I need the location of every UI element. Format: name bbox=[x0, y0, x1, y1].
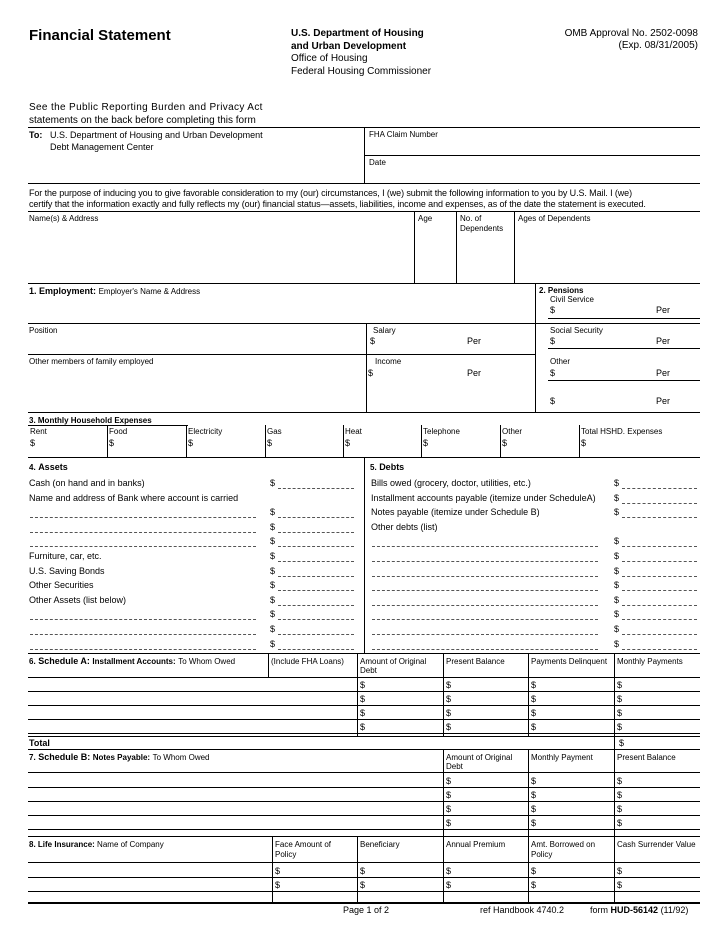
extra-per: Per bbox=[656, 396, 671, 406]
expense-other-label: Other bbox=[502, 427, 523, 436]
extra-dollar: $ bbox=[550, 396, 556, 406]
asset-blank-line[interactable] bbox=[30, 517, 256, 518]
income-per: Per bbox=[467, 368, 482, 378]
schedule-a-amount: Amount of Original bbox=[360, 657, 427, 666]
life-cell-dollar: $ bbox=[360, 880, 366, 890]
date-field[interactable] bbox=[365, 167, 699, 181]
expense-food-field[interactable] bbox=[117, 436, 182, 450]
asset-dollar: $ bbox=[270, 609, 276, 619]
debt-blank-line[interactable] bbox=[372, 619, 598, 620]
asset-amount-field[interactable] bbox=[278, 546, 354, 547]
agency-line-4: Federal Housing Commissioner bbox=[291, 66, 432, 77]
debt-blank-line[interactable] bbox=[372, 576, 598, 577]
schedule-b-cell-dollar: $ bbox=[531, 790, 537, 800]
debt-blank-line[interactable] bbox=[372, 546, 598, 547]
schedule-b-cell-dollar: $ bbox=[531, 804, 537, 814]
other-per: Per bbox=[656, 368, 671, 378]
schedule-a-cell-dollar: $ bbox=[360, 722, 366, 732]
omb-expiration: (Exp. 08/31/2005) bbox=[618, 40, 698, 51]
expense-total-dollar: $ bbox=[581, 438, 587, 448]
expense-rent-dollar: $ bbox=[30, 438, 36, 448]
asset-row-label: Cash (on hand and in banks) bbox=[29, 478, 145, 488]
asset-amount-field[interactable] bbox=[278, 517, 354, 518]
social-security-label: Social Security bbox=[550, 326, 603, 335]
footer-page: Page 1 of 2 bbox=[343, 905, 390, 915]
expense-electricity-dollar: $ bbox=[188, 438, 194, 448]
social-per: Per bbox=[656, 336, 671, 346]
life-cash: Cash Surrender Value bbox=[617, 840, 696, 849]
schedule-a-cell-dollar: $ bbox=[446, 694, 452, 704]
fha-claim-label: FHA Claim Number bbox=[369, 130, 438, 139]
burden-line-2: statements on the back before completing this form bbox=[29, 115, 256, 126]
expense-total-label: Total HSHD. Expenses bbox=[581, 427, 663, 436]
other-pension-label: Other bbox=[550, 357, 571, 366]
life-cell-dollar: $ bbox=[446, 880, 452, 890]
date-label: Date bbox=[369, 158, 386, 167]
asset-amount-field[interactable] bbox=[278, 634, 354, 635]
debt-amount-field[interactable] bbox=[622, 605, 697, 606]
asset-blank-line[interactable] bbox=[30, 649, 256, 650]
schedule-b-cell-dollar: $ bbox=[531, 818, 537, 828]
life-face-1: Face Amount of bbox=[275, 840, 332, 849]
schedule-a-cell-dollar: $ bbox=[617, 694, 623, 704]
footer-form: form HUD-56142 (11/92) bbox=[590, 905, 689, 915]
assets-heading: 4. Assets bbox=[29, 462, 68, 472]
asset-blank-line[interactable] bbox=[30, 532, 256, 533]
expense-heat-dollar: $ bbox=[345, 438, 351, 448]
debt-dollar: $ bbox=[614, 580, 620, 590]
debt-blank-line[interactable] bbox=[372, 649, 598, 650]
schedule-b-monthly: Monthly Payment bbox=[531, 753, 593, 762]
to-line-2: Debt Management Center bbox=[50, 142, 154, 152]
schedule-a-cell-dollar: $ bbox=[360, 694, 366, 704]
dependents-label: Dependents bbox=[460, 224, 504, 233]
asset-amount-field[interactable] bbox=[278, 590, 354, 591]
asset-row-label: Furniture, car, etc. bbox=[29, 551, 102, 561]
asset-blank-line[interactable] bbox=[30, 634, 256, 635]
debt-dollar: $ bbox=[614, 478, 620, 488]
debt-row-label: Bills owed (grocery, doctor, utilities, etc.) bbox=[371, 478, 531, 488]
schedule-b-cell-dollar: $ bbox=[446, 804, 452, 814]
salary-per: Per bbox=[467, 336, 482, 346]
debt-row-label: Other debts (list) bbox=[371, 522, 438, 532]
debt-amount-field[interactable] bbox=[622, 488, 697, 489]
debt-dollar: $ bbox=[614, 624, 620, 634]
schedule-b-cell-dollar: $ bbox=[446, 790, 452, 800]
life-premium: Annual Premium bbox=[446, 840, 506, 849]
schedule-a-cell-dollar: $ bbox=[531, 694, 537, 704]
debt-dollar: $ bbox=[614, 493, 620, 503]
asset-amount-field[interactable] bbox=[278, 576, 354, 577]
age-label: Age bbox=[418, 214, 433, 223]
debt-amount-field[interactable] bbox=[622, 517, 697, 518]
ages-dependents-label: Ages of Dependents bbox=[518, 214, 591, 223]
life-heading: 8. Life Insurance: Name of Company bbox=[29, 840, 164, 849]
schedule-a-present: Present Balance bbox=[446, 657, 505, 666]
expense-telephone-dollar: $ bbox=[423, 438, 429, 448]
expense-heat-field[interactable] bbox=[353, 436, 417, 450]
debt-row-label: Installment accounts payable (itemize under ScheduleA) bbox=[371, 493, 596, 503]
debts-heading: 5. Debts bbox=[370, 462, 405, 472]
debt-dollar: $ bbox=[614, 639, 620, 649]
schedule-b-cell-dollar: $ bbox=[617, 790, 623, 800]
schedule-a-cell-dollar: $ bbox=[531, 722, 537, 732]
schedule-b-heading: 7. Schedule B: Notes Payable: To Whom Owed bbox=[29, 752, 210, 762]
life-cell-dollar: $ bbox=[531, 866, 537, 876]
life-borrowed-1: Amt. Borrowed on bbox=[531, 840, 596, 849]
expense-electricity-field[interactable] bbox=[196, 436, 261, 450]
schedule-a-total: Total bbox=[29, 738, 50, 748]
schedule-a-cell-dollar: $ bbox=[617, 708, 623, 718]
civil-per: Per bbox=[656, 305, 671, 315]
expense-total-field[interactable] bbox=[589, 436, 696, 450]
schedule-a-total-dollar: $ bbox=[619, 738, 625, 748]
expense-food-label: Food bbox=[109, 427, 128, 436]
salary-dollar: $ bbox=[370, 336, 376, 346]
agency-line-3: Office of Housing bbox=[291, 53, 368, 64]
other-members-label: Other members of family employed bbox=[29, 357, 154, 366]
expense-other-dollar: $ bbox=[502, 438, 508, 448]
agency-line-1: U.S. Department of Housing bbox=[291, 28, 424, 39]
debt-amount-field[interactable] bbox=[622, 590, 697, 591]
debt-dollar: $ bbox=[614, 566, 620, 576]
asset-amount-field[interactable] bbox=[278, 561, 354, 562]
asset-blank-line[interactable] bbox=[30, 619, 256, 620]
life-cell-dollar: $ bbox=[617, 866, 623, 876]
position-label: Position bbox=[29, 326, 58, 335]
asset-amount-field[interactable] bbox=[278, 532, 354, 533]
schedule-b-cell-dollar: $ bbox=[617, 804, 623, 814]
schedule-b-amount: Amount of Original bbox=[446, 753, 513, 762]
debt-blank-line[interactable] bbox=[372, 605, 598, 606]
schedule-b-cell-dollar: $ bbox=[446, 776, 452, 786]
life-cell-dollar: $ bbox=[275, 866, 281, 876]
salary-label: Salary bbox=[373, 326, 396, 335]
schedule-b-cell-dollar: $ bbox=[531, 776, 537, 786]
debt-amount-field[interactable] bbox=[622, 649, 697, 650]
life-beneficiary: Beneficiary bbox=[360, 840, 400, 849]
schedule-b-cell-dollar: $ bbox=[446, 818, 452, 828]
debt-dollar: $ bbox=[614, 595, 620, 605]
asset-amount-field[interactable] bbox=[278, 488, 354, 489]
life-cell-dollar: $ bbox=[446, 866, 452, 876]
asset-amount-field[interactable] bbox=[278, 605, 354, 606]
footer-ref: ref Handbook 4740.2 bbox=[480, 905, 565, 915]
expenses-heading: 3. Monthly Household Expenses bbox=[29, 416, 152, 425]
life-cell-dollar: $ bbox=[360, 866, 366, 876]
schedule-a-cell-dollar: $ bbox=[531, 680, 537, 690]
asset-amount-field[interactable] bbox=[278, 649, 354, 650]
other-dollar: $ bbox=[550, 368, 556, 378]
agency-line-2: and Urban Development bbox=[291, 41, 407, 52]
debt-dollar: $ bbox=[614, 536, 620, 546]
life-cell-dollar: $ bbox=[617, 880, 623, 890]
expense-gas-label: Gas bbox=[267, 427, 282, 436]
schedule-a-delinquent: Payments Delinquent bbox=[531, 657, 608, 666]
asset-dollar: $ bbox=[270, 478, 276, 488]
schedule-a-cell-dollar: $ bbox=[360, 680, 366, 690]
schedule-b-present: Present Balance bbox=[617, 753, 676, 762]
schedule-b-cell-dollar: $ bbox=[617, 818, 623, 828]
civil-service-label: Civil Service bbox=[550, 295, 595, 304]
civil-dollar: $ bbox=[550, 305, 556, 315]
asset-blank-line[interactable] bbox=[30, 546, 256, 547]
schedule-a-cell-dollar: $ bbox=[617, 680, 623, 690]
expense-food-dollar: $ bbox=[109, 438, 115, 448]
asset-row-label: Other Assets (list below) bbox=[29, 595, 127, 605]
asset-dollar: $ bbox=[270, 536, 276, 546]
asset-row-label: U.S. Saving Bonds bbox=[29, 566, 105, 576]
debt-amount-field[interactable] bbox=[622, 561, 697, 562]
asset-dollar: $ bbox=[270, 566, 276, 576]
burden-line-1: See the Public Reporting Burden and Privacy Act bbox=[29, 102, 263, 113]
expense-gas-dollar: $ bbox=[267, 438, 273, 448]
debt-dollar: $ bbox=[614, 551, 620, 561]
schedule-a-cell-dollar: $ bbox=[531, 708, 537, 718]
asset-dollar: $ bbox=[270, 595, 276, 605]
asset-dollar: $ bbox=[270, 580, 276, 590]
names-address-label: Name(s) & Address bbox=[29, 214, 99, 223]
asset-dollar: $ bbox=[270, 522, 276, 532]
schedule-b-cell-dollar: $ bbox=[617, 776, 623, 786]
schedule-b-debt: Debt bbox=[446, 762, 463, 771]
pensions-heading: 2. Pensions bbox=[539, 286, 584, 295]
income-label: Income bbox=[375, 357, 402, 366]
schedule-a-cell-dollar: $ bbox=[360, 708, 366, 718]
expense-rent-field[interactable] bbox=[38, 436, 103, 450]
employment-heading: 1. Employment: Employer's Name & Address bbox=[29, 286, 201, 296]
debt-amount-field[interactable] bbox=[622, 634, 697, 635]
schedule-a-monthly: Monthly Payments bbox=[617, 657, 683, 666]
expense-electricity-label: Electricity bbox=[188, 427, 223, 436]
fha-claim-field[interactable] bbox=[365, 140, 699, 154]
schedule-a-cell-dollar: $ bbox=[446, 722, 452, 732]
asset-dollar: $ bbox=[270, 551, 276, 561]
no-of-label: No. of bbox=[460, 214, 482, 223]
schedule-a-cell-dollar: $ bbox=[446, 680, 452, 690]
life-cell-dollar: $ bbox=[531, 880, 537, 890]
life-face-2: Policy bbox=[275, 850, 297, 859]
debt-blank-line[interactable] bbox=[372, 561, 598, 562]
names-address-field[interactable] bbox=[29, 224, 413, 282]
asset-amount-field[interactable] bbox=[278, 619, 354, 620]
expense-telephone-label: Telephone bbox=[423, 427, 460, 436]
schedule-a-cell-dollar: $ bbox=[617, 722, 623, 732]
debt-amount-field[interactable] bbox=[622, 503, 697, 504]
expense-telephone-field[interactable] bbox=[431, 436, 496, 450]
asset-row-label: Name and address of Bank where account is carried bbox=[29, 493, 239, 503]
form-title: Financial Statement bbox=[29, 27, 171, 44]
expense-other-field[interactable] bbox=[510, 436, 575, 450]
expense-gas-field[interactable] bbox=[275, 436, 339, 450]
to-line-1: U.S. Department of Housing and Urban Development bbox=[50, 130, 263, 140]
life-borrowed-2: Policy bbox=[531, 850, 553, 859]
income-dollar: $ bbox=[368, 368, 374, 378]
asset-dollar: $ bbox=[270, 639, 276, 649]
debt-blank-line[interactable] bbox=[372, 590, 598, 591]
expense-rent-label: Rent bbox=[30, 427, 47, 436]
to-label: To: bbox=[29, 130, 43, 140]
schedule-a-fha: (Include FHA Loans) bbox=[271, 657, 344, 666]
intro-line-2: certify that the information exactly and fully reflects my (our) financial status—assets, liabilities, income and expenses, as of the date the statement is executed. bbox=[29, 199, 646, 209]
schedule-a-cell-dollar: $ bbox=[446, 708, 452, 718]
debt-amount-field[interactable] bbox=[622, 576, 697, 577]
intro-line-1: For the purpose of inducing you to give favorable consideration to my (our) circumstances, I (we) submit the following information to you by U.S. Mail. I (we) bbox=[29, 188, 632, 198]
debt-row-label: Notes payable (itemize under Schedule B) bbox=[371, 507, 540, 517]
life-cell-dollar: $ bbox=[275, 880, 281, 890]
debt-dollar: $ bbox=[614, 609, 620, 619]
schedule-a-debt: Debt bbox=[360, 666, 377, 675]
debt-dollar: $ bbox=[614, 507, 620, 517]
schedule-a-heading: 6. Schedule A: Installment Accounts: To Whom Owed bbox=[29, 656, 236, 666]
asset-dollar: $ bbox=[270, 507, 276, 517]
social-dollar: $ bbox=[550, 336, 556, 346]
asset-row-label: Other Securities bbox=[29, 580, 94, 590]
expense-heat-label: Heat bbox=[345, 427, 362, 436]
debt-amount-field[interactable] bbox=[622, 546, 697, 547]
debt-blank-line[interactable] bbox=[372, 634, 598, 635]
omb-approval: OMB Approval No. 2502-0098 bbox=[564, 28, 698, 39]
debt-amount-field[interactable] bbox=[622, 619, 697, 620]
asset-dollar: $ bbox=[270, 624, 276, 634]
